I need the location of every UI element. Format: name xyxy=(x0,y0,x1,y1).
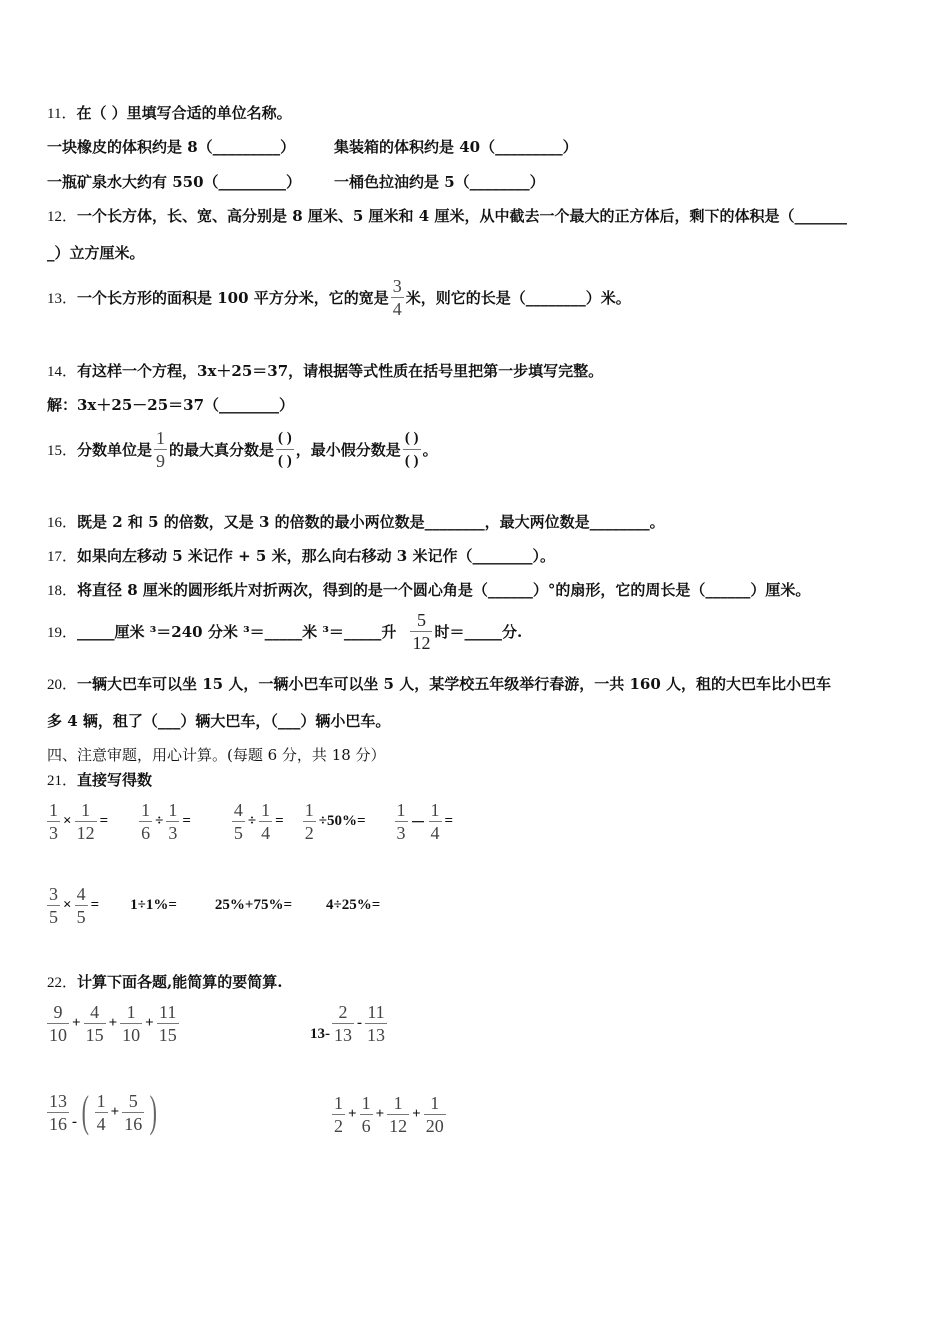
q11-b: 集装箱的体积约是 40（_________） xyxy=(334,138,578,156)
denominator: 4 xyxy=(261,823,271,843)
denominator: 16 xyxy=(49,1113,67,1134)
fraction xyxy=(139,800,152,843)
q15: 15． 分数单位是 $\frac{1}{9}$ 的最大真分数是 $\frac{( )}{( )}$ ，最小假分数是 $\frac{( )}{( )}$ 。 xyxy=(47,428,438,471)
numerator: 11 xyxy=(159,1002,177,1022)
q13: 13． 一个长方形的面积是 100 平方分米，它的宽是 $\frac{3}{4}$ 米，则它的长是（________）米。 xyxy=(47,276,631,319)
question-number: 14． xyxy=(47,364,78,380)
fraction xyxy=(365,1002,387,1045)
denominator: 9 xyxy=(156,451,166,471)
numerator: 3 xyxy=(49,884,58,904)
numerator: 5 xyxy=(416,610,426,630)
fraction xyxy=(75,800,97,843)
q20-text: 20．一辆大巴车可以坐 15 人，一辆小巴车可以坐 5 人，某学校五年级举行春游，一共 160 人，租的大巴车比小巴车 xyxy=(47,675,831,693)
q14-solution: 解：3x＋25－25＝37（________） xyxy=(47,396,295,414)
numerator: ( ) xyxy=(278,430,292,446)
denominator: 3 xyxy=(49,823,58,843)
fraction xyxy=(47,800,60,843)
operator: + xyxy=(348,1106,357,1122)
numerator: 11 xyxy=(367,1002,385,1022)
operator: = xyxy=(444,813,454,829)
fraction xyxy=(232,800,245,843)
numerator: 2 xyxy=(338,1002,348,1022)
operator: + xyxy=(145,1015,154,1031)
q22-problem-1 xyxy=(45,1002,181,1045)
denominator: 6 xyxy=(141,823,151,843)
operator: ÷ xyxy=(155,813,164,829)
q19: 19． _____厘米 ³＝240 分米 ³＝_____米 ³＝_____升 $\frac{5}{12}$ 时＝_____分. xyxy=(47,610,523,653)
q14-text: 14．有这样一个方程，3x＋25＝37，请根据等式性质在括号里把第一步填写完整。 xyxy=(47,362,604,380)
q21-expr-9: 4÷25%= xyxy=(326,897,381,913)
numerator: 13 xyxy=(49,1090,67,1111)
question-number: 22． xyxy=(47,975,78,991)
operator: = xyxy=(275,813,284,829)
numerator: 3 xyxy=(392,276,402,296)
numerator: 1 xyxy=(49,800,58,820)
numerator: 1 xyxy=(81,800,91,820)
fraction xyxy=(84,1002,106,1045)
denominator: 4 xyxy=(96,1113,106,1134)
numerator: 4 xyxy=(233,800,243,820)
operator: = xyxy=(99,813,109,829)
question-number: 21． xyxy=(47,773,78,789)
operator: + xyxy=(375,1106,385,1122)
operator: + xyxy=(72,1015,81,1031)
q22-problem-3 xyxy=(45,1087,161,1136)
operator: × xyxy=(63,813,72,829)
operator: － xyxy=(410,815,426,831)
q11-c: 一瓶矿泉水大约有 550（_________） xyxy=(47,173,302,191)
numerator: 5 xyxy=(128,1090,138,1111)
denominator: 16 xyxy=(124,1113,143,1134)
parenthesis: ) xyxy=(149,1087,158,1136)
denominator: 5 xyxy=(233,823,243,843)
fraction xyxy=(360,1093,373,1136)
denominator: 12 xyxy=(389,1116,408,1136)
operator: ÷ xyxy=(247,813,257,829)
parenthesis: ( xyxy=(81,1087,89,1136)
numerator: 9 xyxy=(53,1002,63,1022)
denominator: ( ) xyxy=(403,449,421,471)
q15-unit-fraction xyxy=(154,428,167,471)
fraction xyxy=(259,800,272,843)
numerator: 1 xyxy=(396,800,406,820)
numerator: 1 xyxy=(393,1093,403,1113)
fraction xyxy=(157,1002,179,1045)
denominator: 10 xyxy=(49,1025,67,1045)
denominator: 15 xyxy=(158,1025,177,1045)
fraction xyxy=(303,800,316,843)
q13-fraction xyxy=(391,276,404,319)
question-number: 15． xyxy=(47,443,78,459)
fraction xyxy=(122,1091,144,1134)
q22-title: 22．计算下面各题,能简算的要简算. xyxy=(47,973,283,991)
denominator: 15 xyxy=(85,1025,104,1045)
q12-text2: _）立方厘米。 xyxy=(47,244,145,262)
numerator: 1 xyxy=(96,1090,106,1111)
operator: = xyxy=(182,813,191,829)
fraction xyxy=(47,884,60,927)
denominator: 4 xyxy=(430,823,440,843)
q15-blank-fraction-1 xyxy=(276,428,294,471)
question-number: 13． xyxy=(47,291,78,307)
q21-expr-1 xyxy=(45,800,109,843)
numerator: 1 xyxy=(430,800,440,820)
denominator: ( ) xyxy=(276,449,294,471)
q21-expr-7: 1÷1%= xyxy=(130,897,177,913)
fraction xyxy=(332,1093,345,1136)
question-number: 17． xyxy=(47,549,78,565)
operator: = xyxy=(90,897,100,913)
q21-expr-6 xyxy=(45,884,100,927)
denominator: 12 xyxy=(412,633,431,653)
numerator: 1 xyxy=(156,428,166,448)
denominator: 5 xyxy=(76,907,86,927)
denominator: 6 xyxy=(361,1116,371,1136)
numerator: 1 xyxy=(334,1093,343,1113)
fraction xyxy=(95,1091,108,1134)
operator: + xyxy=(412,1106,421,1122)
numerator: 1 xyxy=(430,1093,440,1113)
q21-expr-5 xyxy=(393,800,455,843)
q20-text2: 多 4 辆，租了（___）辆大巴车，（___）辆小巴车。 xyxy=(47,712,391,730)
q22-problem-4 xyxy=(330,1093,448,1136)
fraction xyxy=(75,884,88,927)
operator: + xyxy=(108,1015,118,1031)
operator: ÷50%= xyxy=(318,813,366,829)
q21-title: 21．直接写得数 xyxy=(47,771,153,789)
q21-row-1 xyxy=(45,800,454,843)
numerator: ( ) xyxy=(404,430,419,446)
numerator: 4 xyxy=(76,884,86,904)
q21-expr-4 xyxy=(301,800,367,843)
q21-expr-8: 25%+75%= xyxy=(214,897,293,913)
operator: × xyxy=(63,897,72,913)
fraction xyxy=(47,1091,69,1134)
operator: + xyxy=(110,1103,120,1120)
question-number: 12． xyxy=(47,209,78,225)
q21-expr-3 xyxy=(230,800,285,843)
question-number: 16． xyxy=(47,515,78,531)
denominator: 13 xyxy=(367,1025,385,1045)
numerator: 1 xyxy=(261,800,271,820)
question-number: 20． xyxy=(47,677,78,693)
denominator: 2 xyxy=(334,1116,343,1136)
q15-blank-fraction-2 xyxy=(403,428,421,471)
q11-d: 一桶色拉油约是 5（________） xyxy=(334,173,545,191)
denominator: 3 xyxy=(168,823,178,843)
question-number: 18． xyxy=(47,583,78,599)
q11-title: 11．在（ ）里填写合适的单位名称。 xyxy=(47,104,292,122)
question-number: 11． xyxy=(47,106,77,122)
operator: - xyxy=(72,1113,77,1130)
fraction xyxy=(395,800,408,843)
fraction xyxy=(332,1002,354,1045)
denominator: 20 xyxy=(425,1116,444,1136)
denominator: 4 xyxy=(392,299,402,319)
numerator: 1 xyxy=(168,800,178,820)
q21-expr-2 xyxy=(137,800,192,843)
numerator: 1 xyxy=(361,1093,371,1113)
denominator: 3 xyxy=(396,823,406,843)
q22-problem-2: 13- $\frac{2}{13}$ - $\frac{11}{13}$ xyxy=(310,1002,385,1045)
q18: 18．将直径 8 厘米的圆形纸片对折两次，得到的是一个圆心角是（______）°的扇形，它的周长是（______）厘米。 xyxy=(47,581,811,599)
q12-text: 12．一个长方体，长、宽、高分别是 8 厘米、5 厘米和 4 厘米，从中截去一个最大的正方体后，剩下的体积是（_______ xyxy=(47,207,847,225)
denominator: 10 xyxy=(122,1025,141,1045)
fraction xyxy=(166,800,179,843)
section-4-title: 四、注意审题，用心计算。(每题 6 分，共 18 分） xyxy=(47,746,386,764)
operator: - xyxy=(357,1015,362,1031)
q21-row-2 xyxy=(45,884,380,927)
numerator: 1 xyxy=(126,1002,136,1022)
fraction xyxy=(120,1002,142,1045)
denominator: 5 xyxy=(49,907,58,927)
denominator: 13 xyxy=(334,1025,352,1045)
q11-a: 一块橡皮的体积约是 8（_________） xyxy=(47,138,296,156)
numerator: 4 xyxy=(90,1002,100,1022)
question-number: 19． xyxy=(47,625,78,641)
numerator: 1 xyxy=(141,800,151,820)
denominator: 2 xyxy=(304,823,314,843)
fraction xyxy=(424,1093,446,1136)
q19-fraction xyxy=(410,610,432,653)
q16: 16．既是 2 和 5 的倍数，又是 3 的倍数的最小两位数是________，最大两位数是________。 xyxy=(47,513,665,531)
numerator: 1 xyxy=(304,800,314,820)
fraction xyxy=(387,1093,409,1136)
q17: 17．如果向左移动 5 米记作 + 5 米，那么向右移动 3 米记作（________）。 xyxy=(47,547,555,565)
fraction xyxy=(47,1002,69,1045)
fraction xyxy=(429,800,442,843)
denominator: 12 xyxy=(76,823,95,843)
